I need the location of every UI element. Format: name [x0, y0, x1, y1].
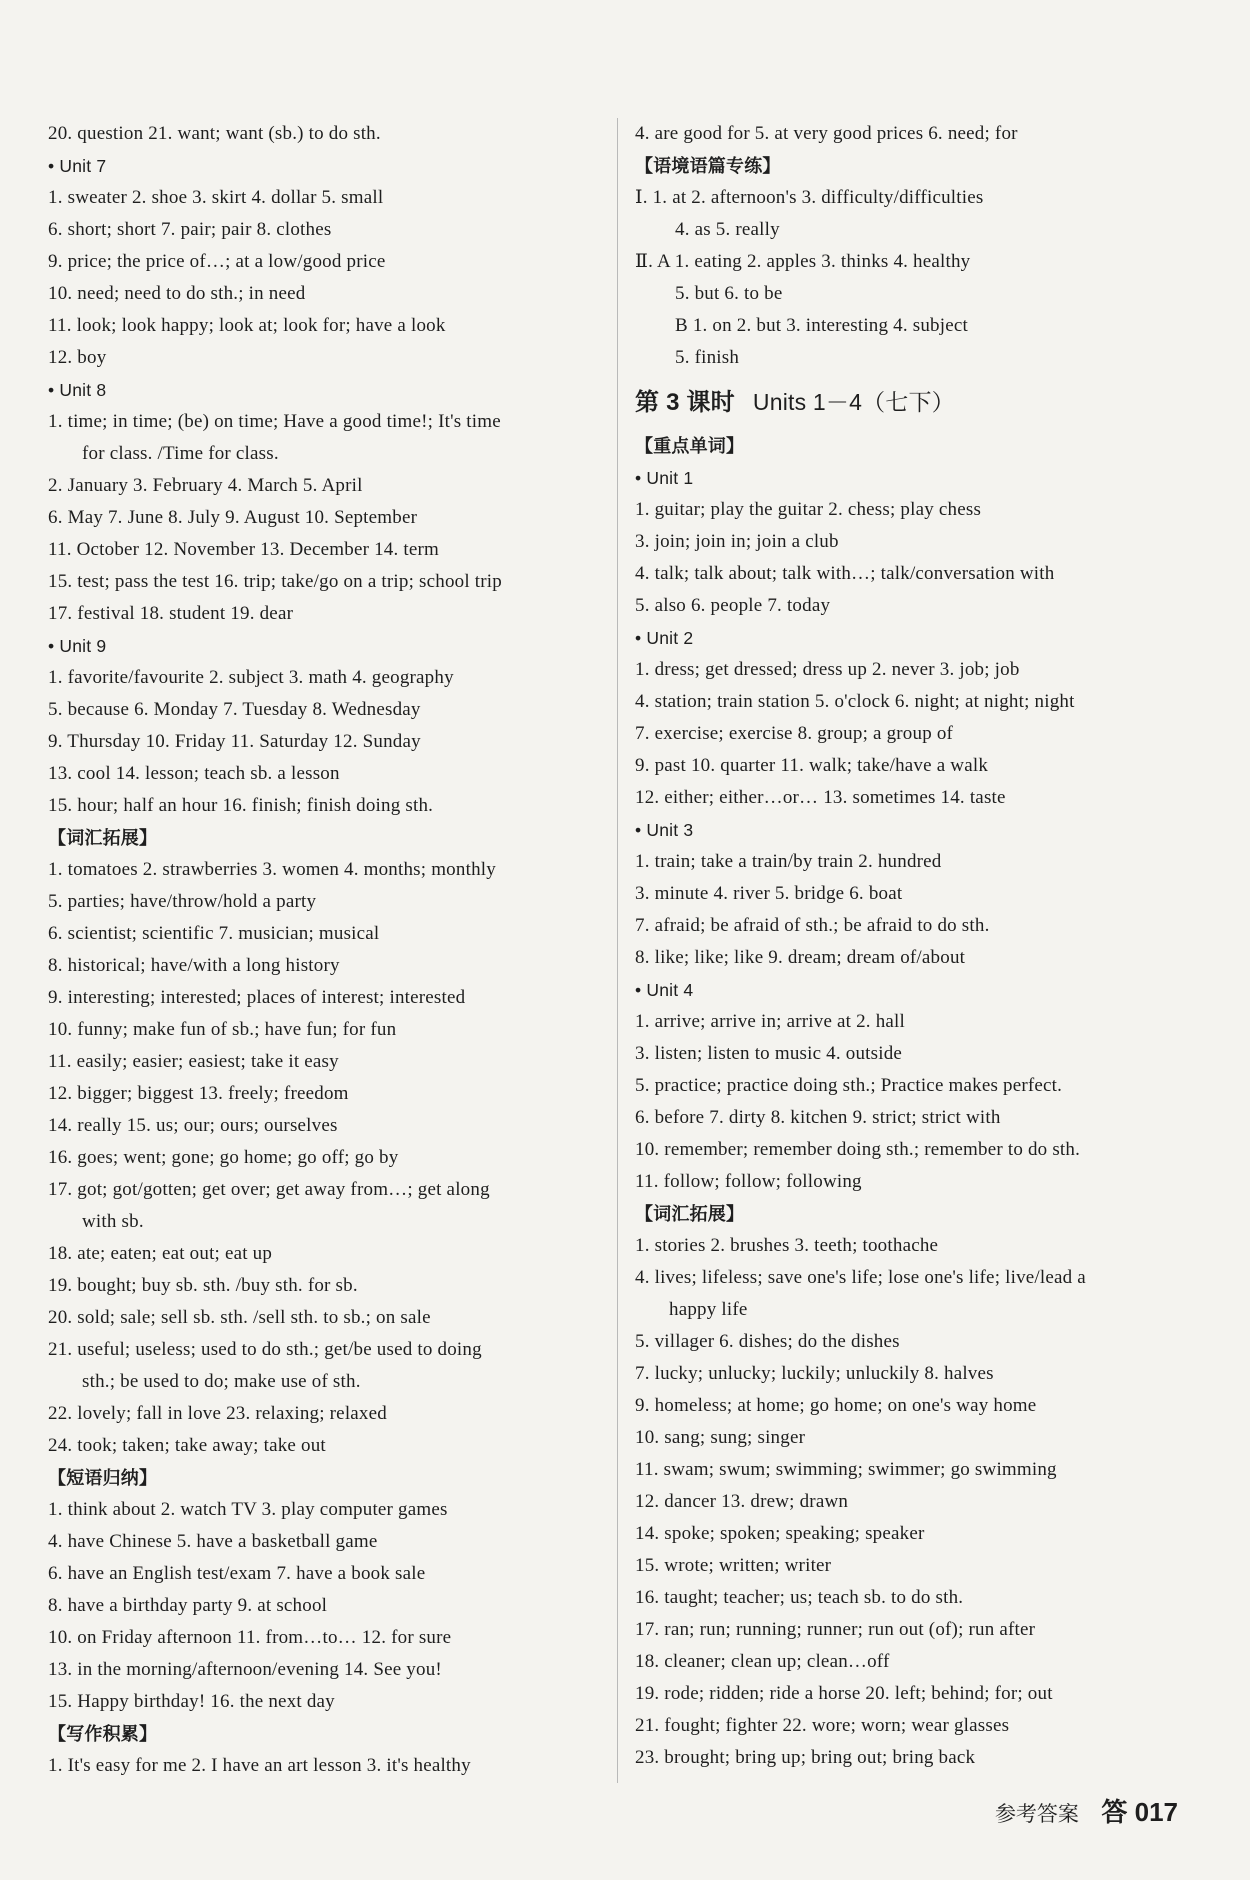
answer-line: 19. rode; ridden; ride a horse 20. left; behind; for; out — [635, 1683, 1053, 1704]
section-heading: 【词汇拓展】 — [635, 1204, 745, 1224]
answer-line: 5. practice; practice doing sth.; Practice makes perfect. — [635, 1075, 1063, 1096]
answer-line: 10. remember; remember doing sth.; remember to do sth. — [635, 1139, 1081, 1160]
answer-line: 17. ran; run; running; runner; run out (of); run after — [635, 1619, 1036, 1640]
answer-line: 1. think about 2. watch TV 3. play computer games — [48, 1499, 448, 1520]
lesson-units: Units 1－4（七下） — [752, 389, 955, 415]
answer-line: 8. historical; have/with a long history — [48, 955, 340, 976]
answer-line: 15. test; pass the test 16. trip; take/go on a trip; school trip — [48, 571, 502, 592]
answer-line: 9. homeless; at home; go home; on one's way home — [635, 1395, 1037, 1416]
answer-line: 11. look; look happy; look at; look for; have a look — [48, 315, 446, 336]
answer-line: 16. goes; went; gone; go home; go off; go by — [48, 1147, 399, 1168]
answer-line: 4. have Chinese 5. have a basketball game — [48, 1531, 378, 1552]
answer-line: Ⅰ. 1. at 2. afternoon's 3. difficulty/difficulties — [635, 187, 984, 208]
answer-subline: 5. finish — [675, 347, 740, 368]
answer-line: 10. on Friday afternoon 11. from…to… 12. for sure — [48, 1627, 452, 1648]
answer-line: 23. brought; bring up; bring out; bring back — [635, 1747, 976, 1768]
answer-line: 10. sang; sung; singer — [635, 1427, 806, 1448]
answer-line: 6. short; short 7. pair; pair 8. clothes — [48, 219, 332, 240]
answer-line: 18. cleaner; clean up; clean…off — [635, 1651, 890, 1672]
answer-line: 14. really 15. us; our; ours; ourselves — [48, 1115, 338, 1136]
answer-line: 13. cool 14. lesson; teach sb. a lesson — [48, 763, 340, 784]
answer-line: 14. spoke; spoken; speaking; speaker — [635, 1523, 925, 1544]
answer-line: 24. took; taken; take away; take out — [48, 1435, 326, 1456]
answer-line: 5. because 6. Monday 7. Tuesday 8. Wednesday — [48, 699, 421, 720]
answer-line: 3. listen; listen to music 4. outside — [635, 1043, 903, 1064]
answer-line: 22. lovely; fall in love 23. relaxing; relaxed — [48, 1403, 387, 1424]
unit-label: • Unit 3 — [635, 820, 694, 840]
answer-line: 12. bigger; biggest 13. freely; freedom — [48, 1083, 349, 1104]
column-divider — [617, 118, 618, 1783]
footer-title: 参考答案 — [994, 1803, 1079, 1826]
answer-line: 20. sold; sale; sell sb. sth. /sell sth. to sb.; on sale — [48, 1307, 431, 1328]
answer-line: 9. past 10. quarter 11. walk; take/have a walk — [635, 755, 989, 776]
right-column — [635, 118, 1205, 1774]
answer-line: 15. hour; half an hour 16. finish; finish doing sth. — [48, 795, 434, 816]
answer-line: 4. station; train station 5. o'clock 6. night; at night; night — [635, 691, 1075, 712]
answer-line: 1. tomatoes 2. strawberries 3. women 4. months; monthly — [48, 859, 496, 880]
answer-line: 1. It's easy for me 2. I have an art lesson 3. it's healthy — [48, 1755, 471, 1776]
answer-line: Ⅱ. A 1. eating 2. apples 3. thinks 4. healthy — [635, 251, 971, 272]
answer-line: 1. arrive; arrive in; arrive at 2. hall — [635, 1011, 905, 1032]
answer-line: 11. October 12. November 13. December 14. term — [48, 539, 440, 560]
answer-subline: B 1. on 2. but 3. interesting 4. subject — [675, 315, 968, 336]
answer-line: 4. are good for 5. at very good prices 6. need; for — [635, 123, 1018, 144]
unit-label: • Unit 7 — [48, 156, 107, 176]
answer-line: 9. Thursday 10. Friday 11. Saturday 12. Sunday — [48, 731, 421, 752]
answer-line: 1. time; in time; (be) on time; Have a good time!; It's time — [48, 411, 501, 432]
answer-line: 20. question 21. want; want (sb.) to do sth. — [48, 123, 381, 144]
answer-line: 5. also 6. people 7. today — [635, 595, 831, 616]
answer-line: 6. have an English test/exam 7. have a book sale — [48, 1563, 426, 1584]
page-footer — [995, 1792, 1178, 1832]
section-heading: 【短语归纳】 — [48, 1468, 158, 1488]
answer-line: 2. January 3. February 4. March 5. April — [48, 475, 363, 496]
answer-line: 16. taught; teacher; us; teach sb. to do sth. — [635, 1587, 964, 1608]
answer-line: 1. stories 2. brushes 3. teeth; toothache — [635, 1235, 939, 1256]
answer-line: 3. minute 4. river 5. bridge 6. boat — [635, 883, 903, 904]
section-heading: 【写作积累】 — [48, 1724, 158, 1744]
answer-line: 9. interesting; interested; places of interest; interested — [48, 987, 466, 1008]
answer-line: 4. talk; talk about; talk with…; talk/conversation with — [635, 563, 1055, 584]
answer-line: 1. sweater 2. shoe 3. skirt 4. dollar 5. small — [48, 187, 384, 208]
answer-line: 7. afraid; be afraid of sth.; be afraid to do sth. — [635, 915, 990, 936]
answer-line: 17. got; got/gotten; get over; get away from…; get along — [48, 1179, 490, 1200]
answer-subline: 4. as 5. really — [675, 219, 780, 240]
answer-line: 10. funny; make fun of sb.; have fun; for fun — [48, 1019, 397, 1040]
answer-line: 5. villager 6. dishes; do the dishes — [635, 1331, 900, 1352]
section-heading: 【重点单词】 — [635, 436, 745, 456]
answer-line: 15. wrote; written; writer — [635, 1555, 832, 1576]
answer-line: 21. fought; fighter 22. wore; worn; wear glasses — [635, 1715, 1010, 1736]
answer-line: 12. boy — [48, 347, 107, 368]
answer-continuation: for class. /Time for class. — [82, 443, 279, 464]
answer-line: 3. join; join in; join a club — [635, 531, 839, 552]
unit-label: • Unit 8 — [48, 380, 107, 400]
unit-label: • Unit 4 — [635, 980, 694, 1000]
section-heading: 【语境语篇专练】 — [635, 156, 781, 176]
answer-continuation: with sb. — [82, 1211, 144, 1232]
answer-line: 19. bought; buy sb. sth. /buy sth. for sb. — [48, 1275, 358, 1296]
answer-line: 8. have a birthday party 9. at school — [48, 1595, 328, 1616]
answer-line: 12. either; either…or… 13. sometimes 14. taste — [635, 787, 1006, 808]
answer-line: 13. in the morning/afternoon/evening 14. See you! — [48, 1659, 442, 1680]
left-column — [48, 118, 608, 1782]
answer-line: 9. price; the price of…; at a low/good price — [48, 251, 386, 272]
page-number: 答 017 — [1101, 1797, 1178, 1827]
answer-line: 15. Happy birthday! 16. the next day — [48, 1691, 335, 1712]
answer-line: 11. swam; swum; swimming; swimmer; go swimming — [635, 1459, 1057, 1480]
answer-continuation: sth.; be used to do; make use of sth. — [82, 1371, 361, 1392]
answer-subline: 5. but 6. to be — [675, 283, 783, 304]
answer-line: 4. lives; lifeless; save one's life; lose one's life; live/lead a — [635, 1267, 1086, 1288]
answer-line: 18. ate; eaten; eat out; eat up — [48, 1243, 273, 1264]
answer-line: 10. need; need to do sth.; in need — [48, 283, 306, 304]
answer-line: 1. train; take a train/by train 2. hundred — [635, 851, 942, 872]
answer-line: 6. May 7. June 8. July 9. August 10. September — [48, 507, 418, 528]
answer-line: 11. easily; easier; easiest; take it easy — [48, 1051, 339, 1072]
answer-line: 12. dancer 13. drew; drawn — [635, 1491, 849, 1512]
answer-line: 1. guitar; play the guitar 2. chess; play chess — [635, 499, 982, 520]
answer-line: 7. lucky; unlucky; luckily; unluckily 8. halves — [635, 1363, 994, 1384]
answer-line: 21. useful; useless; used to do sth.; get/be used to doing — [48, 1339, 482, 1360]
unit-label: • Unit 9 — [48, 636, 107, 656]
answer-line: 6. scientist; scientific 7. musician; musical — [48, 923, 380, 944]
answer-line: 8. like; like; like 9. dream; dream of/about — [635, 947, 966, 968]
section-heading: 【词汇拓展】 — [48, 828, 158, 848]
answer-line: 17. festival 18. student 19. dear — [48, 603, 294, 624]
lesson-heading — [635, 374, 1205, 430]
unit-label: • Unit 2 — [635, 628, 694, 648]
answer-line: 6. before 7. dirty 8. kitchen 9. strict; strict with — [635, 1107, 1001, 1128]
answer-continuation: happy life — [669, 1299, 748, 1320]
answer-line: 1. favorite/favourite 2. subject 3. math 4. geography — [48, 667, 454, 688]
answer-line: 7. exercise; exercise 8. group; a group of — [635, 723, 954, 744]
answer-line: 1. dress; get dressed; dress up 2. never 3. job; job — [635, 659, 1020, 680]
unit-label: • Unit 1 — [635, 468, 694, 488]
lesson-number: 第 3 课时 — [635, 389, 735, 416]
answer-line: 11. follow; follow; following — [635, 1171, 862, 1192]
answer-line: 5. parties; have/throw/hold a party — [48, 891, 317, 912]
